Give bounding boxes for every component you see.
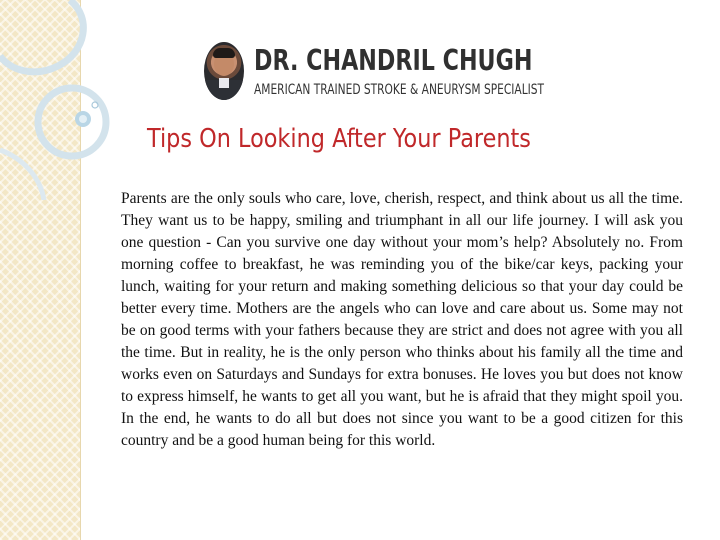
page-header — [200, 40, 560, 104]
doctor-portrait — [204, 42, 244, 100]
page-title: Tips On Looking After Your Parents — [147, 124, 531, 154]
article-body: Parents are the only souls who care, love, cherish, respect, and think about us all the time. They want us to be happy, smiling and triumphant in all our life journey. I will ask you one question - Can you survive one day without your mom’s help? Absolutely no. From morning coffee to breakfast, he was reminding you of the bike/car keys, packing your lunch, waiting for your return and making something delicious so that your day could be better every time. Mothers are the angels who can love and care about us. Some may not be on good terms with your fathers because they are strict and does not agree with you all the time. But in reality, he is the only person who thinks about his family all the time and works even on Saturdays and Sundays for extra bonuses. He loves you but does not know to express himself, he wants to get all you want, but he is afraid that they might spoil you. In the end, he wants to do all but does not since you want to be a good citizen for this country and be a good human being for this world. — [121, 190, 683, 449]
doctor-name: DR. CHANDRIL CHUGH — [254, 44, 533, 77]
decorative-swirl — [0, 0, 120, 200]
doctor-tagline: AMERICAN TRAINED STROKE & ANEURYSM SPECIALIST — [254, 82, 545, 98]
